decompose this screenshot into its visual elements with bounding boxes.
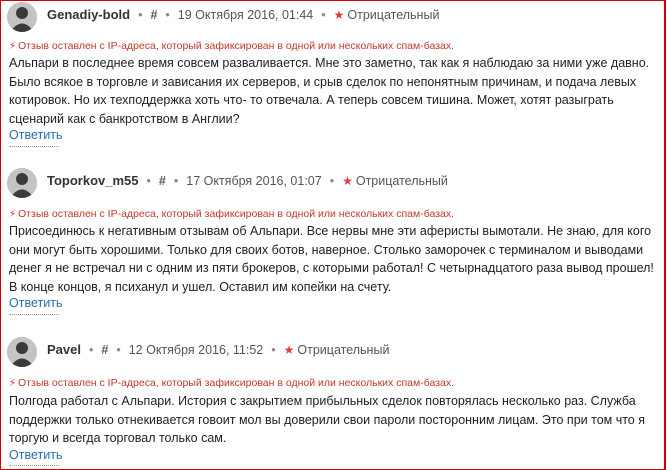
avatar (7, 2, 37, 32)
rating-label: Отрицательный (355, 174, 448, 188)
lightning-icon: ⚡ (9, 41, 17, 52)
author-name[interactable]: Pavel (47, 342, 81, 357)
permalink[interactable]: # (101, 343, 109, 357)
permalink[interactable]: # (150, 8, 158, 22)
review-header (7, 337, 657, 367)
rating-label: Отрицательный (347, 8, 440, 22)
review-header (7, 2, 657, 32)
review-date: 12 Октября 2016, 11:52 (128, 343, 264, 357)
reply-link[interactable]: Ответить (9, 296, 63, 310)
lightning-icon: ⚡ (9, 378, 17, 389)
star-icon: ★ (342, 174, 353, 188)
divider (9, 314, 59, 315)
avatar (7, 337, 37, 367)
reply-link[interactable]: Ответить (9, 128, 63, 142)
review-meta: Genadiy-bold • # • 19 Октября 2016, 01:44 • ★ Отрицательный (47, 7, 440, 22)
avatar (7, 168, 37, 198)
user-silhouette-icon (7, 168, 37, 198)
user-silhouette-icon (7, 337, 37, 367)
divider (9, 465, 59, 466)
reply-link[interactable]: Ответить (9, 448, 63, 462)
permalink[interactable]: # (158, 174, 166, 188)
spam-warning: ⚡ Отзыв оставлен с IP-адреса, который зафиксирован в одной или нескольких спам-базах. (9, 40, 455, 52)
spam-warning: ⚡ Отзыв оставлен с IP-адреса, который зафиксирован в одной или нескольких спам-базах. (9, 208, 455, 220)
author-name[interactable]: Genadiy-bold (47, 7, 131, 22)
review-meta: Pavel • # • 12 Октября 2016, 11:52 • ★ Отрицательный (47, 342, 390, 357)
divider (9, 146, 59, 147)
lightning-icon: ⚡ (9, 209, 17, 220)
review-meta: Toporkov_m55 • # • 17 Октября 2016, 01:07 • ★ Отрицательный (47, 173, 448, 188)
review-text: Присоединюсь к негативным отзывам об Альпари. Все нервы мне эти аферисты вымотали. Не знаю, для кого они могут быть хорошими. Только для своих ботов, наверное. Столько заморочек с терминалом и выводами денег я не встречал ни с одним из пяти брокеров, с которыми работал! С четырнадцатого раза вывод прошел! В конце концов, я психанул и ушел. Оставил им копейки на счету. (9, 224, 654, 294)
star-icon: ★ (333, 8, 345, 22)
spam-warning: ⚡ Отзыв оставлен с IP-адреса, который зафиксирован в одной или нескольких спам-базах. (9, 377, 455, 389)
user-silhouette-icon (7, 2, 37, 32)
review-header (7, 168, 657, 198)
review-text: Альпари в последнее время совсем разваливается. Мне это заметно, так как я наблюдаю за ними уже давно. Было всякое в торговле и зависания их серверов, и срыв сделок по непонятным причинам, и подача левых котировок. Но их техподдержка хоть что- то отвечала. А теперь совсем тишина. Может, хотят разыграть сценарий как с банкротством в Англии? (9, 56, 650, 126)
review-text: Полгода работал с Альпари. История с закрытием прибыльных сделок повторялась несколько раз. Служба поддержки только отнекивается говоит мол вы доверили свои пароли посторонним лицам. Это при том что я торгую и всегда торговал только сам. (9, 394, 645, 445)
star-icon: ★ (283, 343, 295, 357)
review-date: 19 Октября 2016, 01:44 (177, 8, 314, 22)
author-name[interactable]: Toporkov_m55 (47, 173, 139, 188)
review-date: 17 Октября 2016, 01:07 (186, 174, 322, 188)
rating-label: Отрицательный (297, 343, 390, 357)
